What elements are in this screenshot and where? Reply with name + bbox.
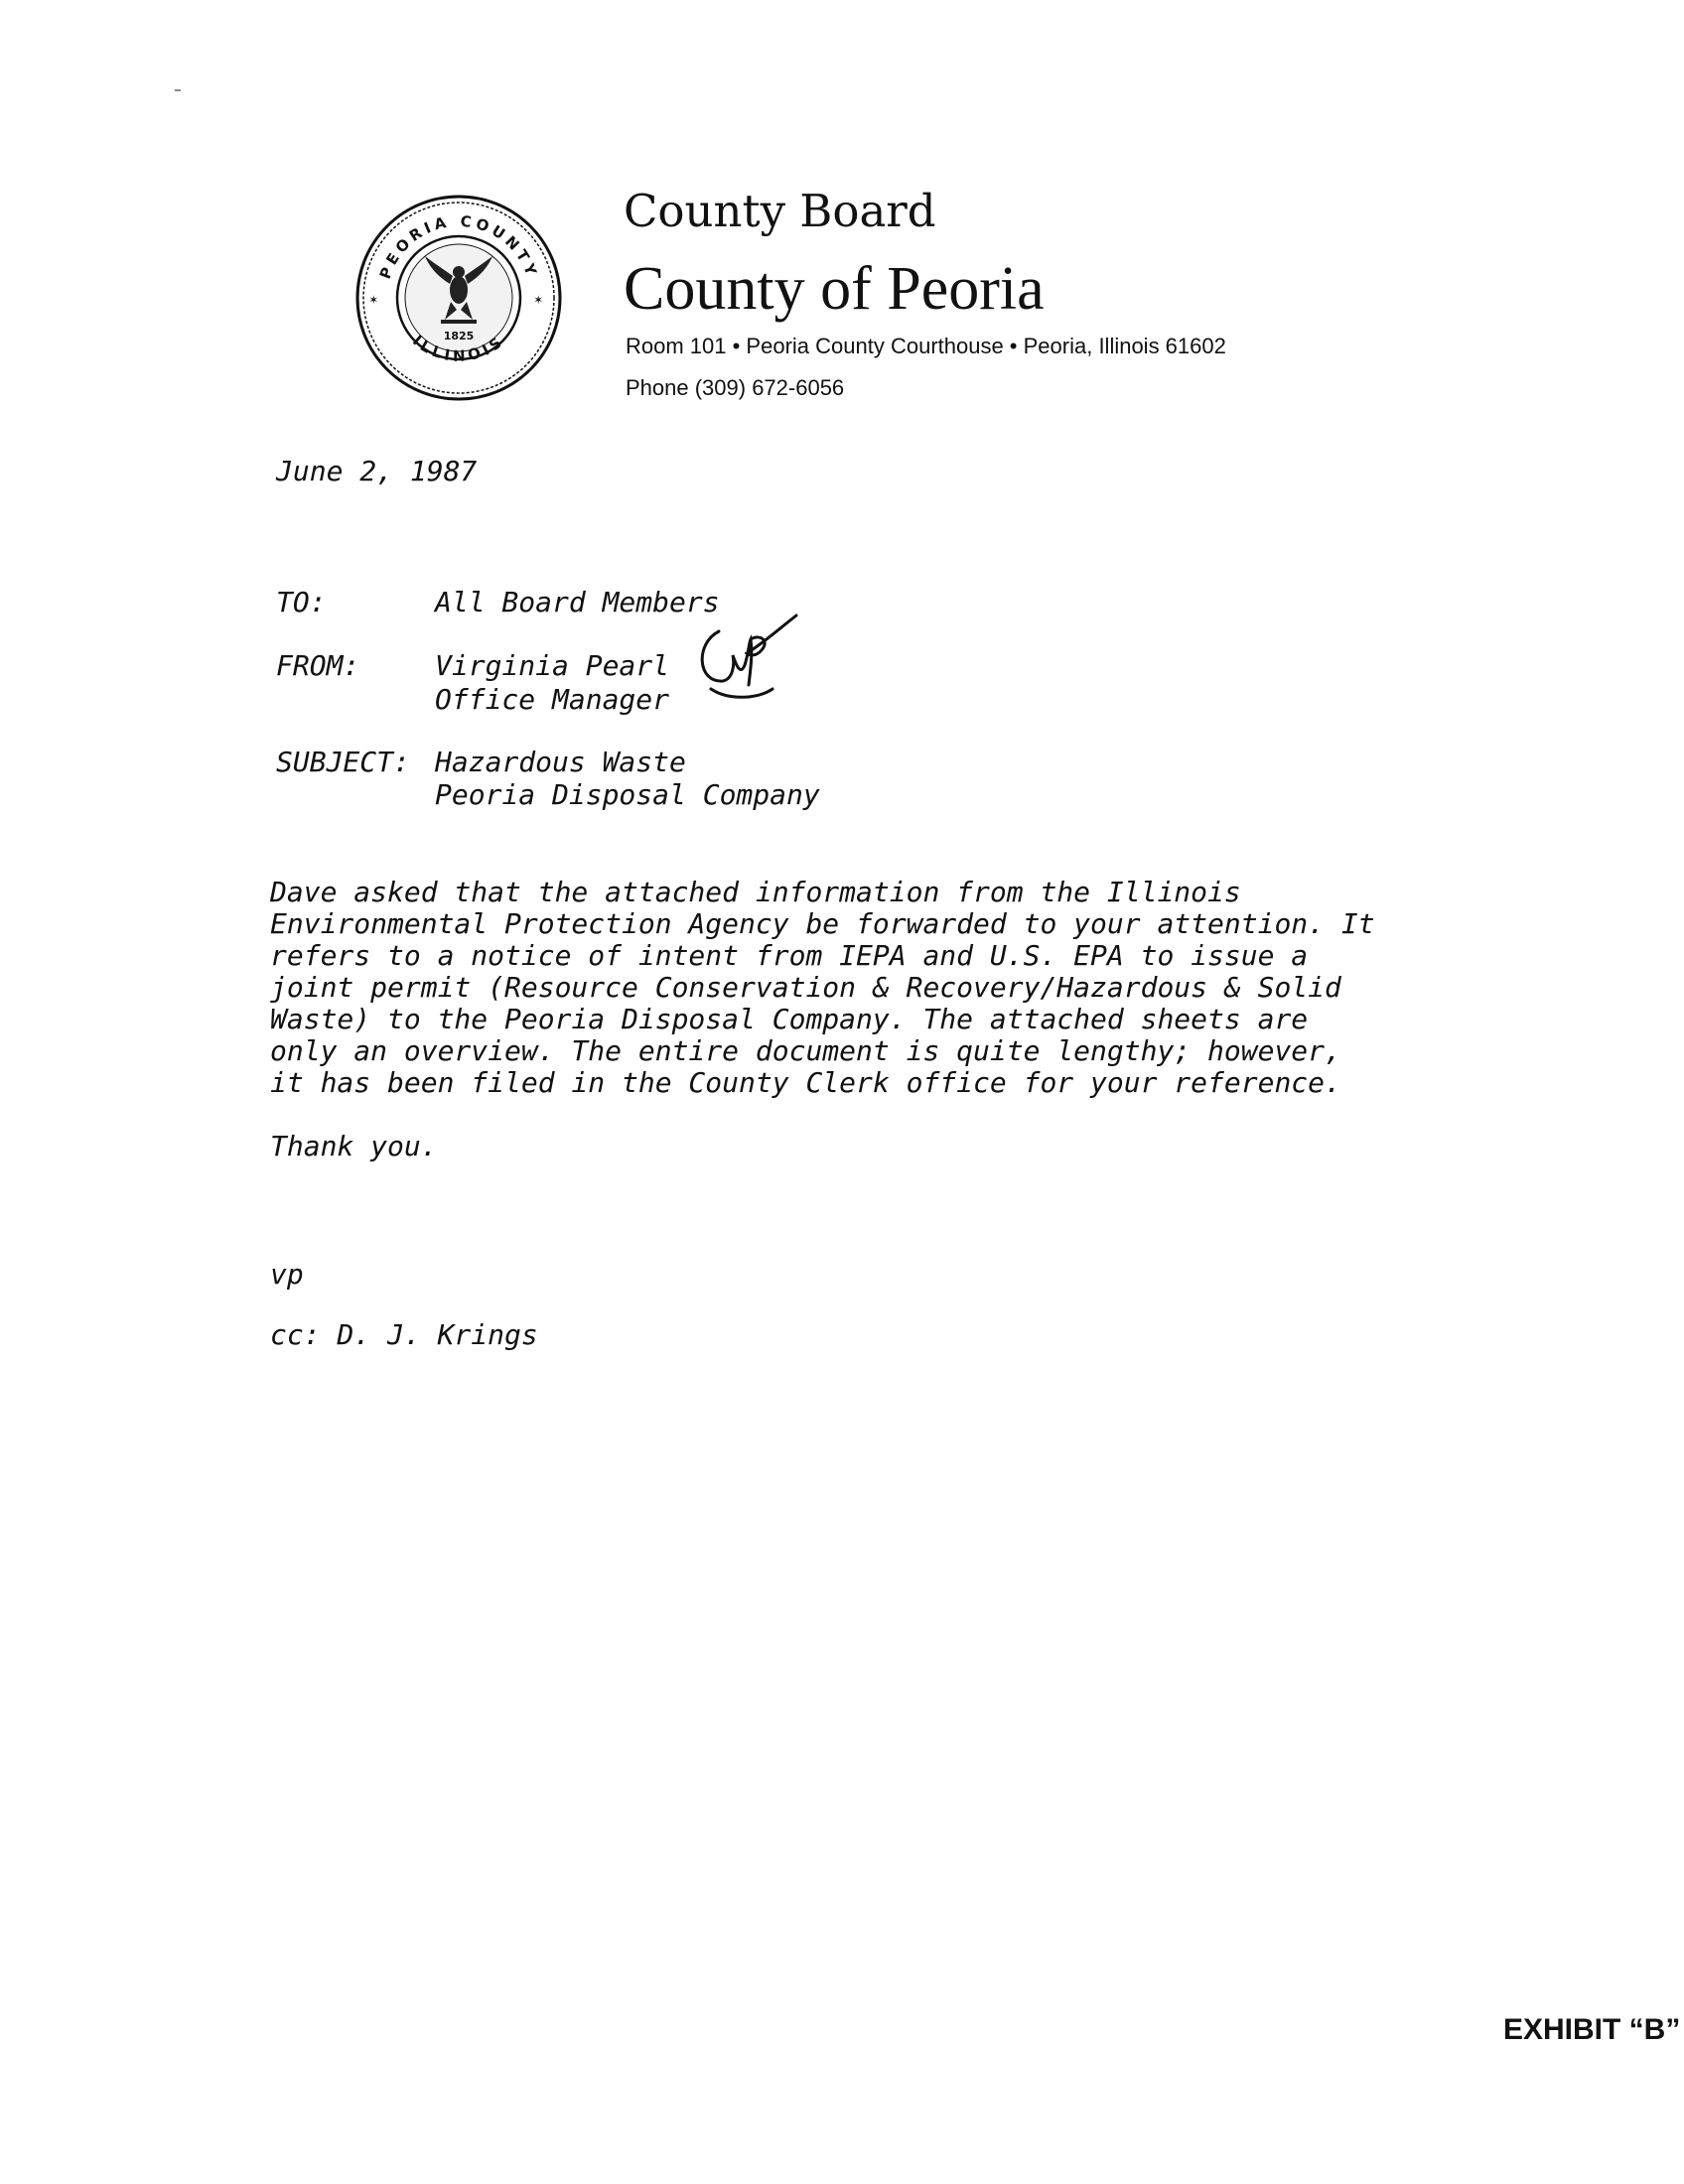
subject-line-1: Hazardous Waste bbox=[435, 746, 686, 778]
signature-graphic bbox=[689, 610, 800, 711]
svg-text:1825: 1825 bbox=[443, 330, 475, 342]
scan-speck bbox=[175, 89, 181, 91]
from-title: Office Manager bbox=[435, 683, 670, 716]
subject-label: SUBJECT: bbox=[276, 746, 410, 778]
closing: Thank you. bbox=[270, 1130, 438, 1162]
cc-line: cc: D. J. Krings bbox=[270, 1318, 538, 1351]
typist-initials: vp bbox=[270, 1258, 304, 1291]
from-name: Virginia Pearl bbox=[435, 649, 670, 682]
body-line: Dave asked that the attached information from the Illinois bbox=[270, 876, 1241, 908]
body-line: Environmental Protection Agency be forwarded to your attention. It bbox=[270, 907, 1375, 940]
body-line: only an overview. The entire document is quite lengthy; however, bbox=[270, 1034, 1341, 1067]
svg-text:✶: ✶ bbox=[534, 292, 543, 308]
body-line: Waste) to the Peoria Disposal Company. The attached sheets are bbox=[270, 1003, 1309, 1035]
body-line: it has been filed in the County Clerk office for your reference. bbox=[270, 1066, 1341, 1099]
handwritten-signature bbox=[689, 610, 800, 711]
to-label: TO: bbox=[276, 586, 327, 618]
to-value: All Board Members bbox=[435, 586, 720, 618]
from-label: FROM: bbox=[276, 649, 360, 682]
county-seal bbox=[353, 193, 564, 403]
svg-text:ILLINOIS: ILLINOIS bbox=[409, 331, 508, 365]
exhibit-label: EXHIBIT “B” bbox=[1503, 2013, 1681, 2046]
letterhead-phone: Phone (309) 672-6056 bbox=[626, 375, 845, 400]
svg-text:✶: ✶ bbox=[369, 292, 378, 308]
letterhead-title: County Board bbox=[624, 185, 936, 237]
body-line: refers to a notice of intent from IEPA and U.S. EPA to issue a bbox=[270, 939, 1309, 972]
subject-line-2: Peoria Disposal Company bbox=[435, 778, 820, 811]
letterhead-subtitle: County of Peoria bbox=[624, 255, 1045, 323]
body-line: joint permit (Resource Conservation & Recovery/Hazardous & Solid bbox=[270, 971, 1341, 1004]
letterhead-address: Room 101 • Peoria County Courthouse • Peoria, Illinois 61602 bbox=[626, 334, 1226, 358]
seal-graphic bbox=[353, 193, 564, 403]
memo-date: June 2, 1987 bbox=[276, 455, 478, 487]
svg-text:PEORIA COUNTY: PEORIA COUNTY bbox=[375, 211, 542, 282]
